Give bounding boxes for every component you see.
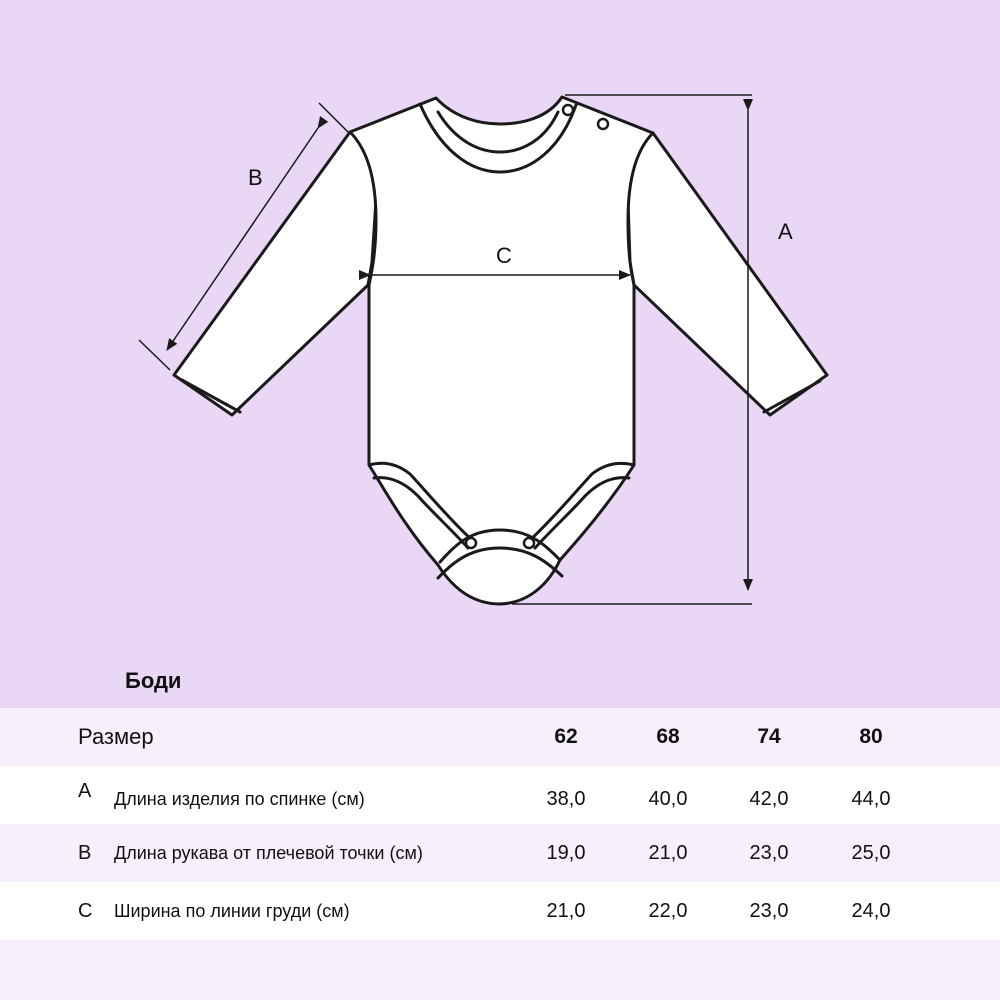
right-sleeve [628,133,827,415]
table-footer-band [0,940,1000,1000]
size-74: 74 [757,725,781,748]
row-label: Ширина по линии груди (см) [114,901,350,921]
row-value: 44,0 [851,788,891,810]
row-value: 24,0 [851,900,891,922]
size-62: 62 [554,725,578,748]
row-value: 21,0 [546,900,586,922]
row-value: 23,0 [749,842,789,864]
left-sleeve [174,132,376,415]
size-80: 80 [859,725,883,748]
row-code: B [78,842,92,864]
row-value: 40,0 [648,788,688,810]
table-row-b [0,824,1000,882]
label-b: B [248,165,263,190]
size-68: 68 [656,725,680,748]
table-header-row [0,708,1000,766]
table-row-a [0,766,1000,824]
crotch-snap-left [466,538,476,548]
product-title: Боди [125,668,182,693]
row-value: 25,0 [851,842,891,864]
size-header: Размер [78,724,154,749]
row-label: Длина рукава от плечевой точки (см) [114,843,423,863]
row-value: 42,0 [749,788,789,810]
label-c: C [496,243,512,268]
row-label: Длина изделия по спинке (см) [114,789,365,809]
table-row-c [0,882,1000,940]
row-value: 23,0 [749,900,789,922]
row-value: 19,0 [546,842,586,864]
row-value: 22,0 [648,900,688,922]
shoulder-snap-2 [598,119,608,129]
label-a: A [778,219,793,244]
row-value: 38,0 [546,788,586,810]
crotch-snap-right [524,538,534,548]
row-code: A [78,780,92,802]
shoulder-snap-1 [563,105,573,115]
row-value: 21,0 [648,842,688,864]
row-code: C [78,900,93,922]
